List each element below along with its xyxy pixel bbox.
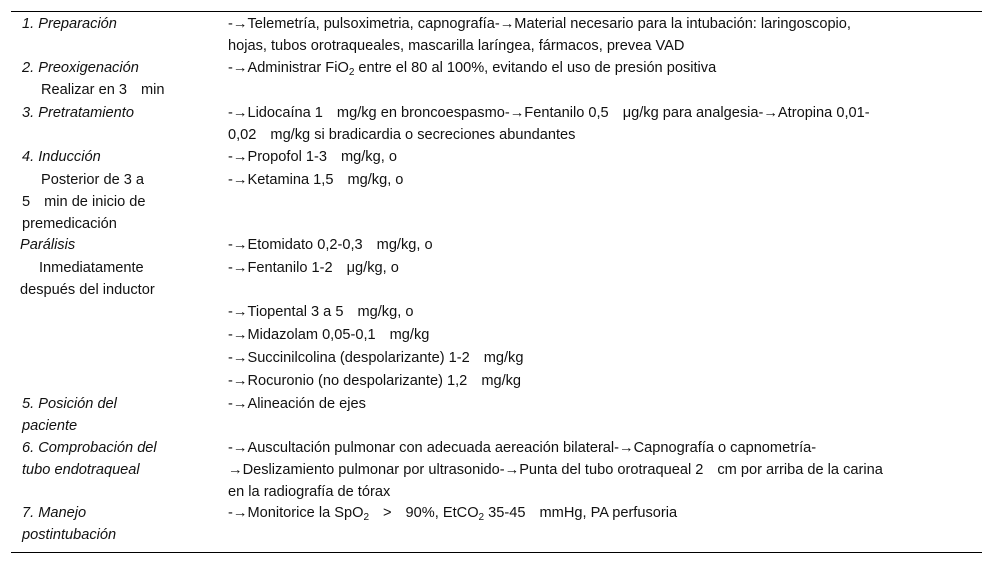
step-label: Inmediatamente después del inductor bbox=[20, 260, 155, 298]
step-label: Parálisis bbox=[20, 237, 76, 253]
step-detail: -→Administrar FiO$_2$ entre el 80 al 100%, evitando el uso de presión positiva bbox=[228, 60, 717, 78]
step-detail: -→Propofol 1-3 mg/kg, o bbox=[228, 149, 397, 165]
protocol-table bbox=[11, 11, 982, 553]
step-detail: -→Rocuronio (no despolarizante) 1,2 mg/kg bbox=[228, 373, 522, 389]
step-detail: -→Telemetría, pulsoximetria, capnografía-→Material necesario para la intubación: laringoscopio, hojas, tubos orotraqueales, mascarilla laríngea, fármacos, prevea VAD bbox=[228, 16, 851, 54]
step-label: 4. Inducción bbox=[22, 149, 101, 165]
step-label: Posterior de 3 a 5 min de inicio de premedicación bbox=[22, 172, 146, 232]
step-detail: -→Tiopental 3 a 5 mg/kg, o bbox=[228, 304, 414, 320]
step-label: 2. Preoxigenación Realizar en 3 min bbox=[22, 60, 165, 98]
step-detail: -→Monitorice la SpO$_2$ > 90%, EtCO$_2$ 35-45 mmHg, PA perfusoria bbox=[228, 505, 678, 523]
step-label: 7. Manejo postintubación bbox=[22, 505, 117, 543]
step-detail: -→Ketamina 1,5 mg/kg, o bbox=[228, 172, 404, 188]
step-label: 5. Posición del paciente bbox=[22, 396, 117, 434]
step-label: 3. Pretratamiento bbox=[22, 105, 134, 121]
step-label: 6. Comprobación del tubo endotraqueal bbox=[22, 440, 157, 478]
step-detail: -→Succinilcolina (despolarizante) 1-2 mg/kg bbox=[228, 350, 524, 366]
step-detail: -→Lidocaína 1 mg/kg en broncoespasmo-→Fentanilo 0,5 μg/kg para analgesia-→Atropina 0,01- 0,02 mg/kg si bradicardia o secreciones abundantes bbox=[228, 105, 870, 143]
step-detail: -→Fentanilo 1-2 μg/kg, o bbox=[228, 260, 399, 276]
step-detail: -→Alineación de ejes bbox=[228, 396, 366, 412]
step-detail: -→Midazolam 0,05-0,1 mg/kg bbox=[228, 327, 430, 343]
step-label: 1. Preparación bbox=[22, 16, 117, 32]
step-detail: -→Etomidato 0,2-0,3 mg/kg, o bbox=[228, 237, 433, 253]
step-detail: -→Auscultación pulmonar con adecuada aereación bilateral-→Capnografía o capnometría- →Deslizamiento pulmonar por ultrasonido-→Punta del tubo orotraqueal 2 cm por arriba de la carina en la radiografía de tórax bbox=[228, 440, 883, 500]
